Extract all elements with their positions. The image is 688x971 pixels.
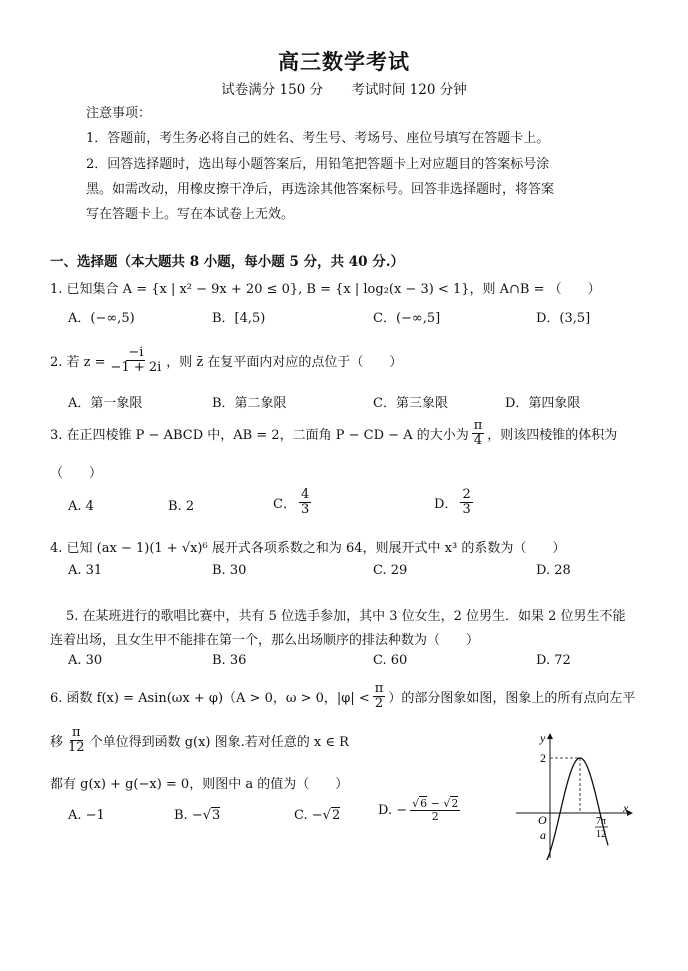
q4-option-c: C. 29 <box>373 563 408 578</box>
q2-numerator: −i <box>128 345 144 360</box>
q5-option-b: B. 36 <box>212 653 247 668</box>
q3-option-b: B. 2 <box>168 499 195 514</box>
q6-option-a: A. −1 <box>68 808 105 823</box>
q2-option-d: D．第四象限 <box>505 396 581 411</box>
q3-option-d-num: 2 <box>462 487 471 502</box>
x-tick-numerator: 7π <box>596 816 607 827</box>
page-title: 高三数学考试 <box>278 49 410 74</box>
full-score: 试卷满分 150 分 <box>221 82 324 98</box>
question-5-line-1: 5. 在某班进行的歌唱比赛中，共有 5 位选手参加，其中 3 位女生，2 位男生．如果 2 位男生不能 <box>66 609 626 624</box>
note-item-2-line-2: 黑。如需改动，用橡皮擦干净后，再选涂其他答案标号。回答非选择题时，将答案 <box>86 182 555 197</box>
notes-heading: 注意事项： <box>86 106 152 121</box>
q5-option-a: A. 30 <box>68 653 103 668</box>
question-2 <box>50 346 402 374</box>
q3-option-a: A. 4 <box>68 499 94 514</box>
q2-option-c: C．第三象限 <box>373 396 448 411</box>
q6-line2-den: 12 <box>68 739 85 755</box>
q6-line1-fraction <box>373 682 386 710</box>
q3-pre: 3. 在正四棱锥 P − ABCD 中，AB = 2，二面角 P − CD − A 的大小为 <box>50 427 469 443</box>
q1-option-b: B．[4,5) <box>212 311 266 326</box>
exam-info <box>0 78 688 98</box>
q3-option-d-label: D． <box>434 496 458 512</box>
section-heading: 一、选择题（本大题共 8 小题，每小题 5 分，共 40 分.） <box>50 254 404 270</box>
q6-line1-post: ）的部分图象如图，图象上的所有点向左平 <box>388 690 636 706</box>
x-axis-label: x <box>623 801 629 815</box>
q6-option-b-label: B. − <box>174 808 203 823</box>
q4-option-a: A. 31 <box>68 563 103 578</box>
q6-option-d <box>378 798 463 822</box>
q5-option-d: D. 72 <box>536 653 571 668</box>
q2-denominator: −1 + 2i <box>110 359 162 375</box>
q6-option-c: C. −√2 <box>294 808 341 823</box>
q3-option-c-label: C． <box>273 496 296 512</box>
exam-time: 考试时间 120 分钟 <box>351 82 467 98</box>
a-label: a <box>540 828 546 842</box>
q6-line2-num: π <box>72 725 81 740</box>
q1-option-c: C．(−∞,5] <box>373 311 441 326</box>
q6-line1-den: 2 <box>374 695 384 711</box>
q2-option-a: A．第一象限 <box>68 396 143 411</box>
q3-bracket: （ ） <box>50 466 103 481</box>
q6-option-d-rad-b: 2 <box>451 797 459 810</box>
question-6-line-2 <box>50 726 349 754</box>
q6-option-c-radicand: 2 <box>331 808 341 823</box>
y-axis-label: y <box>540 731 546 745</box>
q2-fraction <box>109 346 164 374</box>
question-1: 1. 已知集合 A = {x | x² − 9x + 20 ≤ 0}, B = {x | log₂(x − 3) < 1}，则 A∩B = （ ） <box>50 282 601 297</box>
origin-label: O <box>538 813 547 827</box>
q6-line1-num: π <box>374 681 384 696</box>
note-item-2-line-1: 2．回答选择题时，选出每小题答案后，用铅笔把答题卡上对应题目的答案标号涂 <box>86 157 550 172</box>
q2-option-b: B．第二象限 <box>212 396 287 411</box>
q3-option-d <box>434 488 476 516</box>
q6-option-d-rad-a: 6 <box>420 797 428 810</box>
q6-option-d-den: 2 <box>431 809 439 823</box>
q3-option-c <box>273 488 314 516</box>
q6-line1-pre: 6. 函数 f(x) = Asin(ωx + φ)（A > 0，ω > 0，|φ| < <box>50 690 370 706</box>
question-6-line-3: 都有 g(x) + g(−x) = 0，则图中 a 的值为（ ） <box>50 777 349 792</box>
q3-denominator: 4 <box>473 432 483 448</box>
q2-post: ，则 z̄ 在复平面内对应的点位于（ ） <box>166 354 403 370</box>
q1-option-a: A．(−∞,5) <box>68 311 135 326</box>
q1-option-d: D．(3,5] <box>536 311 591 326</box>
sine-graph <box>512 728 638 860</box>
q2-pre: 2. 若 z = <box>50 354 106 370</box>
q6-option-d-num: √6 − √2 <box>412 797 459 810</box>
q3-option-d-fraction <box>460 488 472 516</box>
question-3 <box>50 419 617 447</box>
q3-numerator: π <box>473 418 483 433</box>
q6-option-d-fraction <box>410 798 460 822</box>
note-item-2-line-3: 写在答题卡上。写在本试卷上无效。 <box>86 207 295 222</box>
q6-option-c-label: C. − <box>294 808 323 823</box>
question-6-line-1 <box>50 682 635 710</box>
q3-option-c-fraction <box>299 488 311 516</box>
q5-option-c: C. 60 <box>373 653 408 668</box>
q3-option-c-den: 3 <box>300 501 310 517</box>
q3-option-d-den: 3 <box>462 501 471 517</box>
q6-line2-post: 个单位得到函数 g(x) 图象.若对任意的 x ∈ R <box>89 734 349 750</box>
q3-option-c-num: 4 <box>300 487 310 502</box>
q6-option-b: B. −√3 <box>174 808 221 823</box>
note-item-1: 1．答题前，考生务必将自己的姓名、考生号、考场号、座位号填写在答题卡上。 <box>86 131 550 146</box>
y-tick-max: 2 <box>540 751 546 765</box>
q6-line2-pre: 移 <box>50 734 64 750</box>
question-4: 4. 已知 (ax − 1)(1 + √x)⁶ 展开式各项系数之和为 64，则展开式中 x³ 的系数为（ ） <box>50 541 566 556</box>
question-5-line-2: 连着出场，且女生甲不能排在第一个，那么出场顺序的排法种数为（ ） <box>50 633 480 648</box>
q6-option-d-label: D. − <box>378 802 408 818</box>
q6-option-b-radicand: 3 <box>212 808 221 823</box>
q6-line2-fraction <box>66 726 87 754</box>
q4-option-d: D. 28 <box>536 563 571 578</box>
q3-post: ，则该四棱锥的体积为 <box>487 427 618 443</box>
x-tick-denominator: 12 <box>596 829 606 840</box>
q4-option-b: B. 30 <box>212 563 247 578</box>
q3-fraction <box>472 419 485 447</box>
